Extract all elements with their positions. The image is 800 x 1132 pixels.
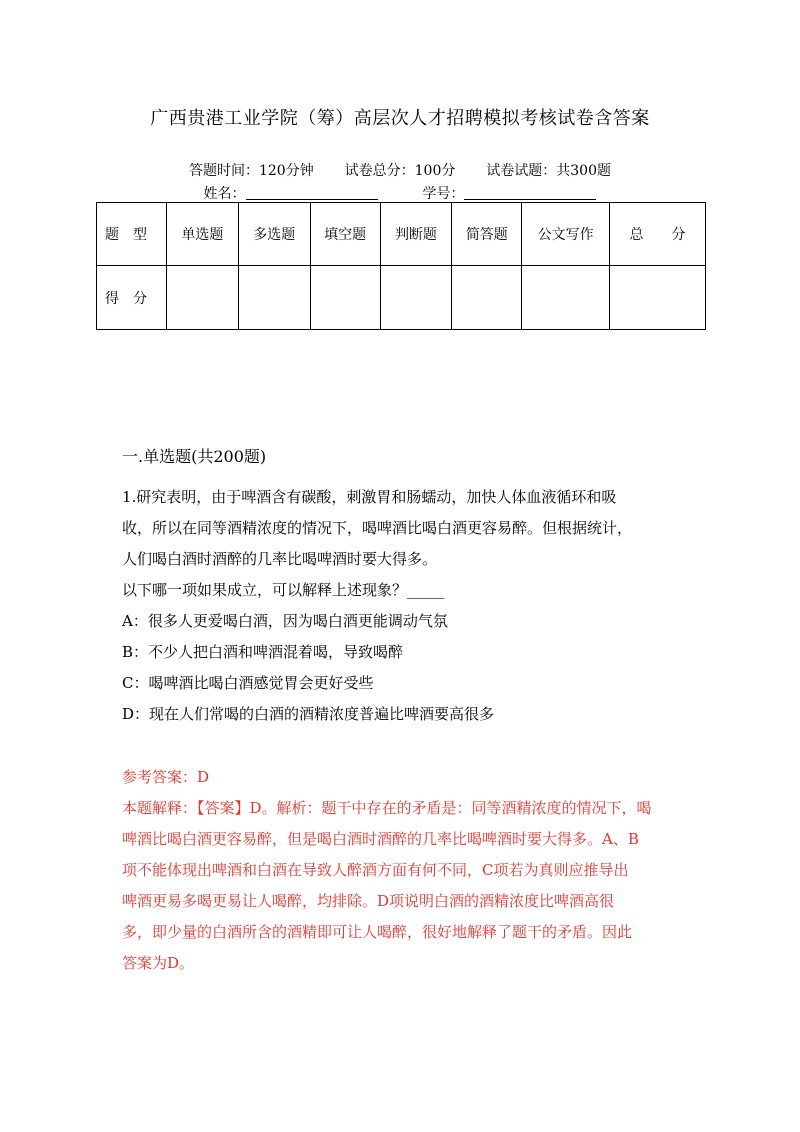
score-row-label: 得 分 <box>97 266 167 330</box>
section-title: 一.单选题(共200题) <box>122 447 267 466</box>
question-stem-line: 以下哪一项如果成立，可以解释上述现象？_____ <box>122 581 445 599</box>
question-stem-line: 收，所以在同等酒精浓度的情况下，喝啤酒比喝白酒更容易醉。但根据统计， <box>122 519 633 537</box>
score-cell[interactable] <box>610 266 706 330</box>
exam-info-line <box>0 160 800 180</box>
student-info-line <box>0 183 800 203</box>
reference-answer: 参考答案：D <box>122 768 210 786</box>
score-table <box>96 202 706 330</box>
student-id-label: 学号： <box>422 186 465 202</box>
table-header-cell: 填空题 <box>310 203 380 266</box>
score-cell[interactable] <box>380 266 452 330</box>
question-stem-line: 人们喝白酒时酒醉的几率比喝啤酒时要大得多。 <box>122 550 438 568</box>
explanation-line: 项不能体现出啤酒和白酒在导致人醉酒方面有何不同，C项若为真则应推导出 <box>122 861 629 879</box>
exam-duration: 答题时间：120分钟 <box>188 163 314 179</box>
option-a: A：很多人更爱喝白酒，因为喝白酒更能调动气氛 <box>122 612 448 630</box>
explanation-line: 啤酒比喝白酒更容易醉，但是喝白酒时酒醉的几率比喝啤酒时要大得多。A、B <box>122 830 639 848</box>
table-header-cell: 简答题 <box>452 203 522 266</box>
page-title: 广西贵港工业学院（筹）高层次人才招聘模拟考核试卷含答案 <box>150 108 650 129</box>
table-header-cell: 判断题 <box>380 203 452 266</box>
score-cell[interactable] <box>452 266 522 330</box>
explanation-line: 本题解释：【答案】D。解析：题干中存在的矛盾是：同等酒精浓度的情况下，喝 <box>122 799 652 817</box>
table-header-cell: 单选题 <box>166 203 238 266</box>
explanation-line: 啤酒更易多喝更易让人喝醉，均排除。D项说明白酒的酒精浓度比啤酒高很 <box>122 892 615 910</box>
option-b: B：不少人把白酒和啤酒混着喝，导致喝醉 <box>122 643 404 661</box>
score-cell[interactable] <box>522 266 610 330</box>
table-header-cell: 多选题 <box>238 203 310 266</box>
score-table-header-row <box>97 203 706 266</box>
option-d: D：现在人们常喝的白酒的酒精浓度普遍比啤酒要高很多 <box>122 705 495 723</box>
exam-question-count: 试卷试题：共300题 <box>486 163 611 179</box>
score-table-score-row <box>97 266 706 330</box>
table-header-cell: 公文写作 <box>522 203 610 266</box>
question-block <box>122 482 662 730</box>
exam-total-score: 试卷总分：100分 <box>344 163 456 179</box>
answer-block <box>122 762 667 979</box>
score-cell[interactable] <box>166 266 238 330</box>
table-header-cell: 总 分 <box>610 203 706 266</box>
name-blank[interactable] <box>246 187 378 200</box>
explanation-line: 多，即少量的白酒所含的酒精即可让人喝醉，很好地解释了题干的矛盾。因此 <box>122 923 633 941</box>
explanation-line: 答案为D。 <box>122 954 195 972</box>
question-stem-line: 1.研究表明，由于啤酒含有碳酸，刺激胃和肠蠕动，加快人体血液循环和吸 <box>122 488 617 506</box>
score-cell[interactable] <box>310 266 380 330</box>
option-c: C：喝啤酒比喝白酒感觉胃会更好受些 <box>122 674 374 692</box>
score-cell[interactable] <box>238 266 310 330</box>
name-label: 姓名： <box>203 186 246 202</box>
student-id-blank[interactable] <box>464 187 596 200</box>
table-header-cell: 题 型 <box>97 203 167 266</box>
